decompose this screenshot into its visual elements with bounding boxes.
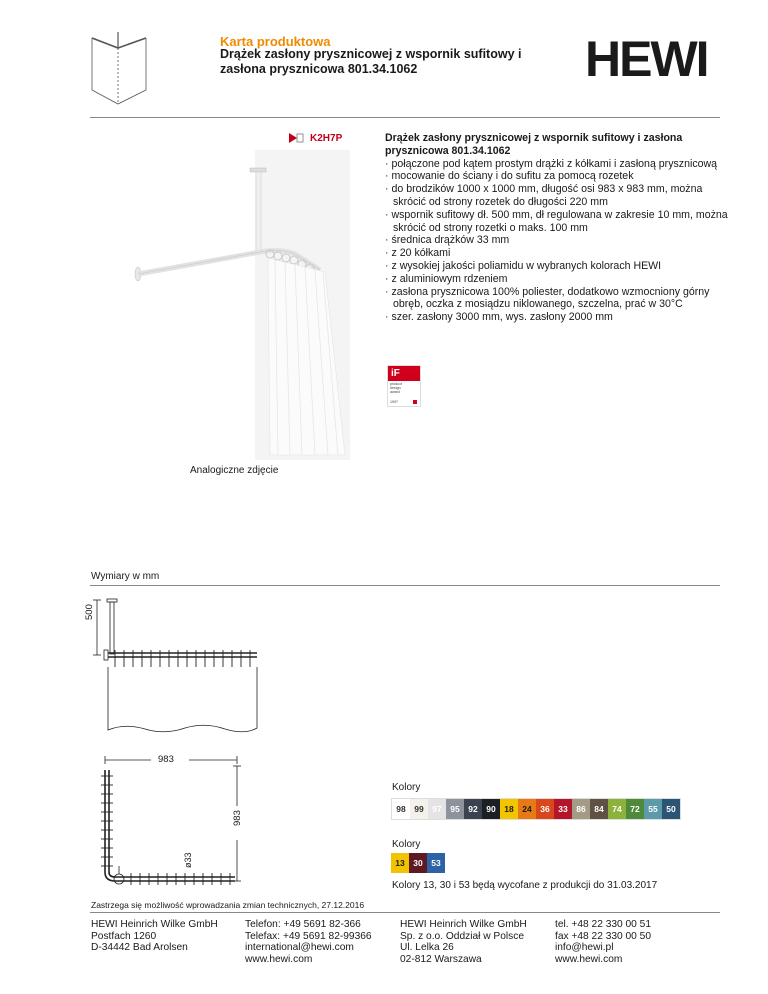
footer-line: HEWI Heinrich Wilke GmbH [400, 919, 527, 930]
product-photo [130, 150, 350, 460]
color-swatch-98: 98 [392, 799, 410, 819]
header-product-sketch [88, 28, 150, 110]
product-code-row [288, 132, 342, 144]
color-swatch-50: 50 [662, 799, 680, 819]
footer-line: Ul. Lelka 26 [400, 942, 454, 954]
color-swatch-13: 13 [391, 853, 409, 873]
footer-web-link[interactable]: www.hewi.com [245, 953, 313, 965]
dimension-983-vertical: 983 [232, 810, 243, 826]
colors-heading-2: Kolory [392, 839, 421, 850]
color-swatch-74: 74 [608, 799, 626, 819]
footer-web-link[interactable]: www.hewi.com [555, 953, 623, 965]
footer-divider [90, 912, 720, 913]
award-line: award [390, 390, 400, 395]
if-design-award-badge [387, 365, 421, 407]
color-swatches-2 [391, 853, 445, 873]
color-swatch-92: 92 [464, 799, 482, 819]
feature-item: · zasłona prysznicowa 100% poliester, dodatkowo wzmocniony górny obręb, oczka z mosiądzu niklowanego, szczelna, prać w 30°C [385, 285, 710, 311]
document-category: Karta produktowa [220, 34, 331, 49]
footer-line: Sp. z o.o. Oddział w Polsce [400, 930, 525, 942]
feature-list [385, 158, 730, 324]
color-swatch-84: 84 [590, 799, 608, 819]
color-swatch-99: 99 [410, 799, 428, 819]
award-year: 1997 [390, 400, 398, 404]
color-swatch-55: 55 [644, 799, 662, 819]
footer-line: Postfach 1260 [91, 930, 157, 942]
if-logo: iF [388, 366, 420, 381]
color-swatch-18: 18 [500, 799, 518, 819]
color-swatch-72: 72 [626, 799, 644, 819]
dimension-983-horizontal: 983 [158, 754, 174, 765]
feature-item: · średnica drążków 33 mm [385, 234, 510, 247]
footer-line: Telefax: +49 5691 82-99366 [245, 930, 372, 942]
footer-contact-de [245, 919, 372, 965]
feature-item: · do brodzików 1000 x 1000 mm, długość osi 983 x 983 mm, można skrócić od strony rozetek do długości 220 mm [385, 183, 703, 208]
feature-item: · połączone pod kątem prostym drążki z kółkami i zasłoną prysznicową [385, 157, 718, 170]
award-mark [413, 400, 417, 404]
photo-caption: Analogiczne zdjęcie [190, 465, 279, 476]
dimensions-heading: Wymiary w mm [91, 571, 160, 582]
footer-contact-pl [555, 919, 651, 965]
color-swatches-1 [391, 798, 681, 820]
color-swatch-30: 30 [409, 853, 427, 873]
feature-item: · szer. zasłony 3000 mm, wys. zasłony 2000 mm [385, 311, 613, 324]
dimension-500: 500 [84, 604, 95, 620]
plan-view-drawing [85, 748, 255, 888]
color-swatch-36: 36 [536, 799, 554, 819]
footer-line: HEWI Heinrich Wilke GmbH [91, 919, 218, 930]
feature-item: · mocowanie do ściany i do sufitu za pomocą rozetek [385, 170, 634, 183]
color-swatch-24: 24 [518, 799, 536, 819]
dimensions-divider [90, 585, 720, 586]
footer-line: D-34442 Bad Arolsen [91, 942, 188, 954]
color-swatch-97: 97 [428, 799, 446, 819]
feature-item: · z wysokiej jakości poliamidu w wybranych kolorach HEWI [385, 259, 662, 272]
dimension-diameter-33: ø33 [183, 852, 193, 868]
product-title: Drążek zasłony prysznicowej z wspornik sufitowy i zasłona prysznicowa 801.34.1062 [385, 132, 683, 157]
colors-discontinued-note: Kolory 13, 30 i 53 będą wycofane z produkcji do 31.03.2017 [392, 880, 658, 891]
product-code: K2H7P [310, 132, 343, 144]
footer-disclaimer: Zastrzega się możliwość wprowadzania zmian technicznych, 27.12.2016 [91, 900, 365, 910]
color-swatch-86: 86 [572, 799, 590, 819]
arrow-link-icon [288, 132, 304, 144]
header-divider [90, 117, 720, 118]
side-elevation-drawing [85, 595, 285, 740]
colors-heading-1: Kolory [392, 782, 421, 793]
color-swatch-90: 90 [482, 799, 500, 819]
award-line: product [390, 382, 402, 386]
product-description [385, 132, 730, 324]
color-swatch-53: 53 [427, 853, 445, 873]
feature-item: · wspornik sufitowy dł. 500 mm, dł regulowana w zakresie 10 mm, można skrócić od strony rozetki o maks. 100 mm [385, 208, 728, 234]
color-swatch-95: 95 [446, 799, 464, 819]
footer-address-pl [400, 919, 527, 965]
document-title: Drążek zasłony prysznicowej z wspornik sufitowy i zasłona prysznicowa 801.34.1062 [220, 47, 522, 76]
footer-email-link[interactable]: international@hewi.com [245, 942, 354, 954]
hewi-logo: HEWI [585, 31, 708, 87]
feature-item: · z 20 kółkami [385, 247, 451, 260]
footer-address-de [91, 919, 218, 954]
feature-item: · z aluminiowym rdzeniem [385, 272, 508, 285]
color-swatch-33: 33 [554, 799, 572, 819]
footer-line: 02-812 Warszawa [400, 953, 482, 965]
award-line: design [390, 386, 401, 391]
footer-line: fax +48 22 330 00 50 [555, 930, 652, 942]
footer-email-link[interactable]: info@hewi.pl [555, 942, 614, 954]
footer-line: Telefon: +49 5691 82-366 [245, 919, 361, 930]
footer-line: tel. +48 22 330 00 51 [555, 919, 652, 930]
